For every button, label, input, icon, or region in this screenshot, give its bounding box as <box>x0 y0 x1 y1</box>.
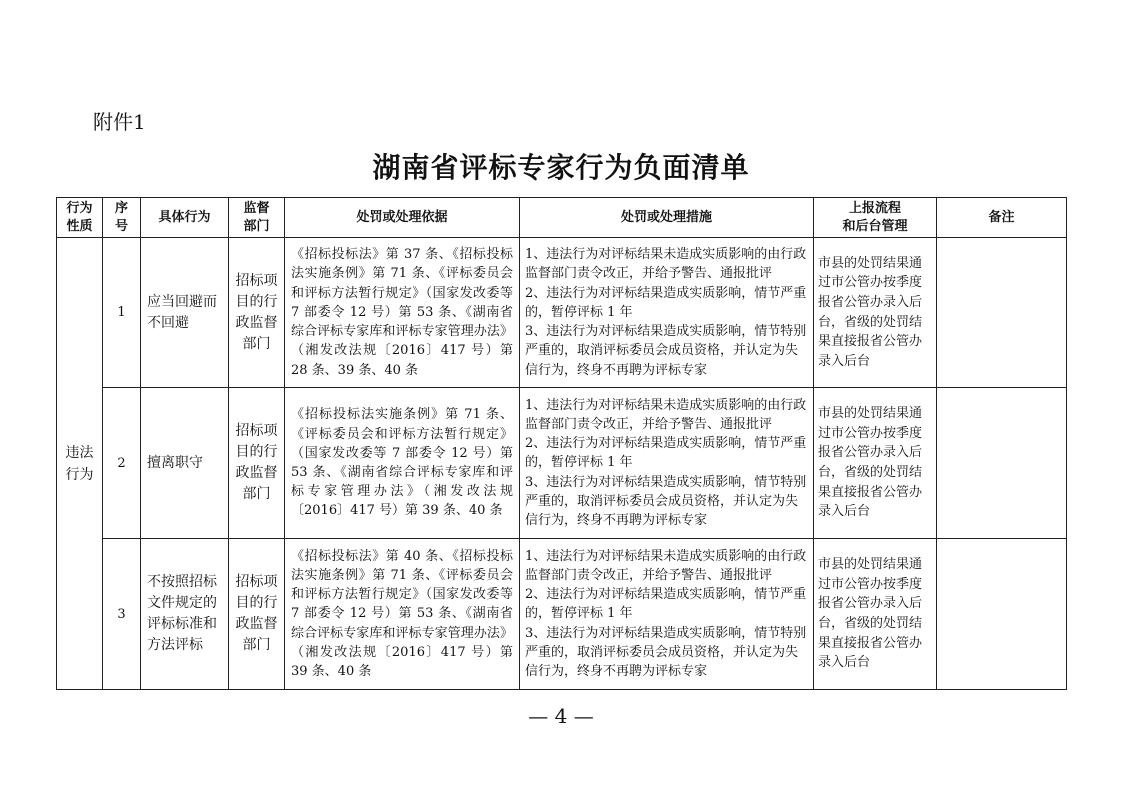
table-header-row <box>57 198 1067 238</box>
row-behavior: 应当回避而不回避 <box>141 238 229 388</box>
row-behavior: 不按照招标文件规定的评标标准和方法评标 <box>141 539 229 690</box>
attachment-label: 附件1 <box>93 110 146 134</box>
nature-cell: 违法 行为 <box>57 238 103 690</box>
table-row <box>57 388 1067 539</box>
header-measures: 处罚或处理措施 <box>520 198 814 238</box>
page-title: 湖南省评标专家行为负面清单 <box>372 151 750 184</box>
row-measures: 1、违法行为对评标结果未造成实质影响的由行政监督部门责令改正，并给予警告、通报批评 2、违法行为对评标结果造成实质影响，情节严重的，暂停评标 1 年 3、违法行为对评标结果造成实质影响，情节特别严重的，取消评标委员会成员资格，并认定为失信行为，终身不再聘为评标专家 <box>520 539 814 690</box>
row-seq: 3 <box>103 539 141 690</box>
table-row <box>57 539 1067 690</box>
header-note: 备注 <box>937 198 1067 238</box>
row-report: 市县的处罚结果通过市公管办按季度报省公管办录入后台，省级的处罚结果直接报省公管办录入后台 <box>814 388 937 539</box>
negative-list-table <box>56 197 1067 690</box>
row-behavior: 擅离职守 <box>141 388 229 539</box>
header-seq: 序 号 <box>103 198 141 238</box>
row-note <box>937 388 1067 539</box>
table-row <box>57 238 1067 388</box>
row-dept: 招标项目的行政监督部门 <box>229 388 285 539</box>
row-basis: 《招标投标法实施条例》第 71 条、《评标委员会和评标方法暂行规定》（国家发改委等 7 部委令 12 号）第 53 条、《湖南省综合评标专家库和评标专家管理办法》（湘发改法规〔2016〕417 号）第 39 条、40 条 <box>285 388 520 539</box>
header-dept: 监督 部门 <box>229 198 285 238</box>
row-seq: 1 <box>103 238 141 388</box>
row-measures: 1、违法行为对评标结果未造成实质影响的由行政监督部门责令改正，并给予警告、通报批评 2、违法行为对评标结果造成实质影响，情节严重的，暂停评标 1 年 3、违法行为对评标结果造成实质影响，情节特别严重的，取消评标委员会成员资格，并认定为失信行为，终身不再聘为评标专家 <box>520 388 814 539</box>
row-basis: 《招标投标法》第 37 条、《招标投标法实施条例》第 71 条、《评标委员会和评标方法暂行规定》（国家发改委等 7 部委令 12 号）第 53 条、《湖南省综合评标专家库和评标专家管理办法》（湘发改法规〔2016〕417 号）第 28 条、39 条、40 条 <box>285 238 520 388</box>
row-note <box>937 539 1067 690</box>
header-report: 上报流程 和后台管理 <box>814 198 937 238</box>
row-report: 市县的处罚结果通过市公管办按季度报省公管办录入后台，省级的处罚结果直接报省公管办录入后台 <box>814 539 937 690</box>
header-nature: 行为 性质 <box>57 198 103 238</box>
header-basis: 处罚或处理依据 <box>285 198 520 238</box>
row-seq: 2 <box>103 388 141 539</box>
row-report: 市县的处罚结果通过市公管办按季度报省公管办录入后台，省级的处罚结果直接报省公管办录入后台 <box>814 238 937 388</box>
row-measures: 1、违法行为对评标结果未造成实质影响的由行政监督部门责令改正，并给予警告、通报批评 2、违法行为对评标结果造成实质影响，情节严重的，暂停评标 1 年 3、违法行为对评标结果造成实质影响，情节特别严重的，取消评标委员会成员资格，并认定为失信行为，终身不再聘为评标专家 <box>520 238 814 388</box>
row-dept: 招标项目的行政监督部门 <box>229 539 285 690</box>
row-note <box>937 238 1067 388</box>
row-basis: 《招标投标法》第 40 条、《招标投标法实施条例》第 71 条、《评标委员会和评标方法暂行规定》（国家发改委等 7 部委令 12 号）第 53 条、《湖南省综合评标专家库和评标专家管理办法》（湘发改法规〔2016〕417 号）第 39 条、40 条 <box>285 539 520 690</box>
row-dept: 招标项目的行政监督部门 <box>229 238 285 388</box>
page-number: — 4 — <box>528 704 594 728</box>
header-behavior: 具体行为 <box>141 198 229 238</box>
